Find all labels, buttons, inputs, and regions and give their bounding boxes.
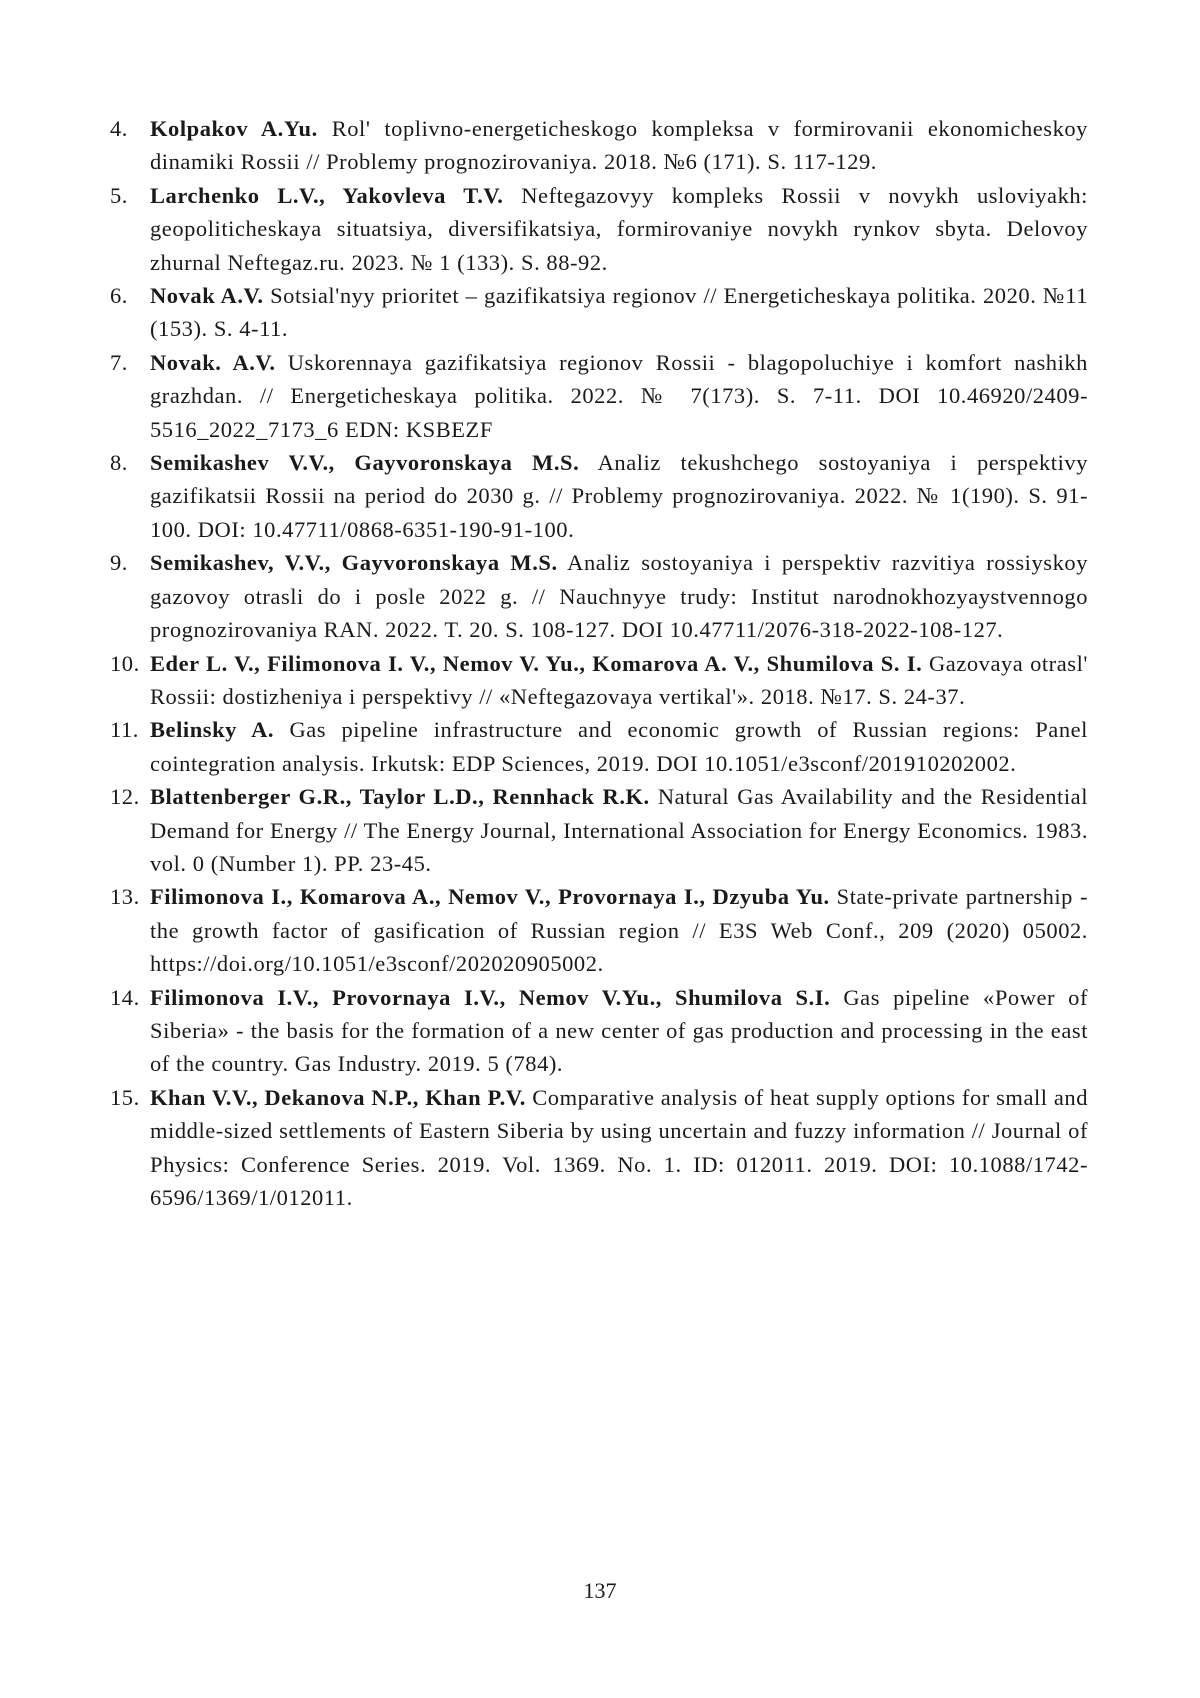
reference-body [150,279,1088,346]
reference-number: 12. [110,784,140,810]
reference-text: Analiz sostoyaniya i perspektiv razvitiya rossiyskoy gazovoy otrasli do i posle 2022 g. // Nauchnyye trudy: Institut narodnokhozyaystvennogo prognozirovaniya RAN. 2022. T. 20. S. 108-127. DOI 10.47711/2076-318-2022-108-127. [150,550,1088,643]
reference-body [150,1081,1088,1215]
reference-text: Uskorennaya gazifikatsiya regionov Rossii - blagopoluchiye i komfort nashikh grazhdan. // Energeticheskaya politika. 2022. № 7(173). S. 7-11. DOI 10.46920/2409-5516_2022_7173_6 EDN: KSBEZF [150,349,1088,442]
reference-body [150,713,1088,780]
reference-item [110,279,1088,346]
reference-authors: Filimonova I., Komarova A., Nemov V., Provornaya I., Dzyuba Yu. [150,884,830,910]
reference-item [110,880,1088,980]
reference-item [110,546,1088,646]
reference-body [150,780,1088,880]
reference-item [110,780,1088,880]
reference-item [110,179,1088,279]
reference-authors: Eder L. V., Filimonova I. V., Nemov V. Yu., Komarova A. V., Shumilova S. I. [150,650,923,676]
reference-item [110,981,1088,1081]
reference-number: 10. [110,650,140,676]
reference-number: 15. [110,1084,140,1110]
reference-authors: Semikashev, V.V., Gayvoronskaya M.S. [150,550,558,576]
reference-number: 8. [110,450,128,476]
reference-body [150,346,1088,446]
reference-number: 14. [110,984,140,1010]
reference-body [150,446,1088,546]
reference-authors: Kolpakov A.Yu. [150,116,318,141]
reference-list [110,112,1088,1214]
reference-authors: Belinsky A. [150,717,275,743]
reference-number: 5. [110,182,128,208]
reference-text: State-private partnership - the growth factor of gasification of Russian region // E3S Web Conf., 209 (2020) 05002. https://doi.org/10.1051/e3sconf/202020905002. [150,884,1088,977]
reference-text: Neftegazovyy kompleks Rossii v novykh usloviyakh: geopoliticheskaya situatsiya, diversifikatsiya, formirovaniye novykh rynkov sbyta. Delovoy zhurnal Neftegaz.ru. 2023. № 1 (133). S. 88-92. [150,182,1088,275]
reference-number: 11. [110,717,139,743]
reference-item [110,446,1088,546]
reference-text: Analiz tekushchego sostoyaniya i perspektivy gazifikatsii Rossii na period do 2030 g. // Problemy prognozirovaniya. 2022. № 1(190). S. 91-100. DOI: 10.47711/0868-6351-190-91-100. [150,450,1088,542]
reference-item [110,346,1088,446]
reference-number: 7. [110,349,128,375]
reference-text: Gas pipeline infrastructure and economic growth of Russian regions: Panel cointegration analysis. Irkutsk: EDP Sciences, 2019. DOI 10.1051/e3sconf/201910202002. [150,717,1088,776]
reference-number: 9. [110,550,128,576]
reference-authors: Khan V.V., Dekanova N.P., Khan P.V. [150,1084,526,1110]
reference-authors: Blattenberger G.R., Taylor L.D., Rennhack R.K. [150,784,650,810]
reference-text: Sotsial'nyy prioritet – gazifikatsiya regionov // Energeticheskaya politika. 2020. №11 (153). S. 4-11. [150,283,1088,342]
reference-text: Natural Gas Availability and the Residential Demand for Energy // The Energy Journal, International Association for Energy Economics. 1983. vol. 0 (Number 1). PP. 23-45. [150,784,1088,876]
reference-body [150,546,1088,646]
reference-text: Gazovaya otrasl' Rossii: dostizheniya i perspektivy // «Neftegazovaya vertikal'». 2018. №17. S. 24-37. [150,650,1088,709]
reference-number: 4. [110,116,128,141]
reference-text: Gas pipeline «Power of Siberia» - the basis for the formation of a new center of gas production and processing in the east of the country. Gas Industry. 2019. 5 (784). [150,984,1088,1077]
reference-text: Rol' toplivno-energeticheskogo kompleksa v formirovanii ekonomicheskoy dinamiki Rossii // Problemy prognozirovaniya. 2018. №6 (171). S. 117-129. [150,116,1088,175]
reference-body [150,179,1088,279]
reference-item [110,647,1088,714]
reference-number: 13. [110,884,140,910]
reference-body [150,981,1088,1081]
reference-authors: Filimonova I.V., Provornaya I.V., Nemov V.Yu., Shumilova S.I. [150,984,831,1010]
page-number: 137 [583,1578,617,1603]
reference-body [150,880,1088,980]
reference-authors: Novak. A.V. [150,349,276,375]
reference-item [110,1081,1088,1215]
reference-authors: Novak A.V. [150,283,264,309]
reference-text: Comparative analysis of heat supply options for small and middle-sized settlements of Eastern Siberia by using uncertain and fuzzy information // Journal of Physics: Conference Series. 2019. Vol. 1369. No. 1. ID: 012011. 2019. DOI: 10.1088/1742-6596/1369/1/012011. [150,1084,1088,1210]
reference-authors: Larchenko L.V., Yakovleva T.V. [150,182,504,208]
reference-item [110,112,1088,179]
reference-number: 6. [110,283,128,309]
reference-body [150,647,1088,714]
reference-item [110,713,1088,780]
reference-body [150,112,1088,179]
reference-authors: Semikashev V.V., Gayvoronskaya M.S. [150,450,580,476]
